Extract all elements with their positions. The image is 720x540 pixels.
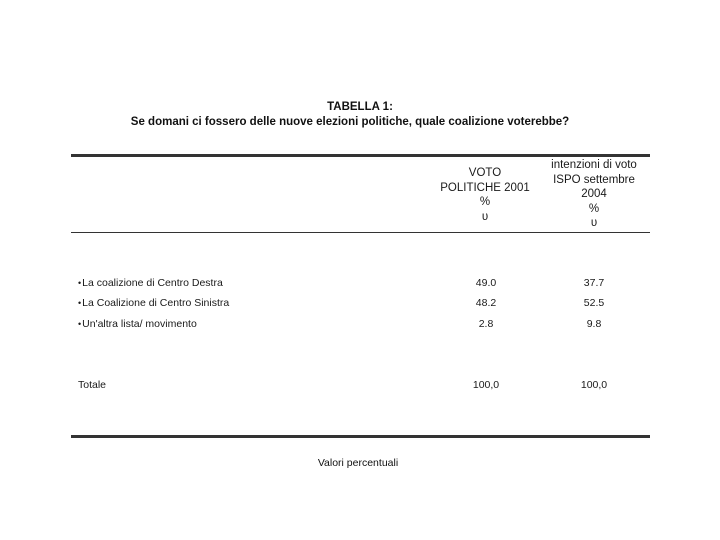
row-label: La Coalizione di Centro Sinistra [82,297,230,309]
cell-2004: 37.7 [583,277,605,289]
table-title: TABELLA 1: [327,101,393,113]
total-label: Totale [78,379,107,391]
column-header-2004 [540,158,648,231]
top-rule [71,154,650,157]
row-label: La coalizione di Centro Destra [82,277,223,289]
column-header-symbol: υ [481,210,489,223]
total-2004: 100,0 [580,379,608,391]
header-rule [71,232,650,233]
column-header-symbol: υ [590,217,598,229]
table-row-label [78,318,197,330]
table-row-label [78,297,229,309]
bullet-icon: • [78,298,82,308]
column-header-line: intenzioni di voto [551,159,637,171]
column-header-line: POLITICHE 2001 [440,181,530,194]
bullet-icon: • [78,319,82,329]
cell-2001: 2.8 [478,318,494,330]
cell-2001: 49.0 [475,277,497,289]
cell-2004: 52.5 [583,297,605,309]
column-header-line: VOTO [468,167,502,179]
total-2001: 100,0 [472,379,500,391]
column-header-line: % [479,196,491,208]
bullet-icon: • [78,278,82,288]
cell-2004: 9.8 [586,318,602,330]
column-header-line: ISPO settembre [553,173,635,186]
column-header-line: 2004 [581,188,607,200]
column-header-2001 [430,166,540,224]
table-row-label [78,277,223,289]
column-header-line: % [588,202,600,215]
row-label: Un'altra lista/ movimento [82,318,197,330]
bottom-rule [71,435,650,438]
table-subtitle: Se domani ci fossero delle nuove elezioni politiche, quale coalizione voterebbe? [130,116,570,128]
table-footnote: Valori percentuali [317,457,399,469]
cell-2001: 48.2 [475,297,497,309]
